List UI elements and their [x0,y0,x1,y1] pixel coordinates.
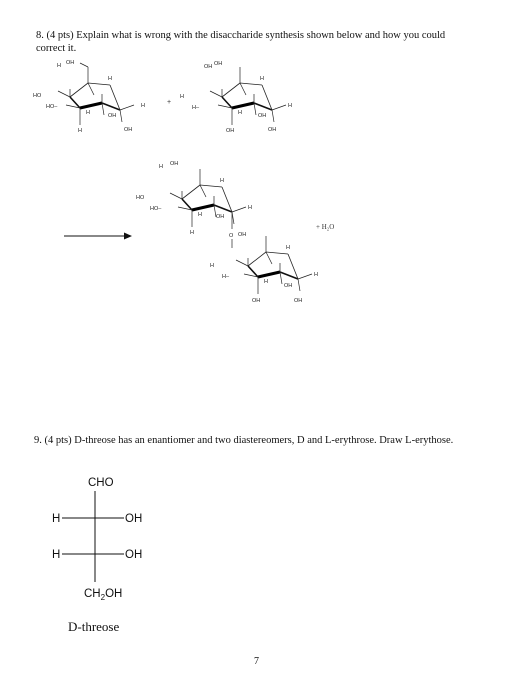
fischer-row-2-left: H [52,549,61,561]
label-h: H [57,63,61,69]
label-h-dash: H– [222,274,230,280]
label-h: H [288,103,292,109]
fischer-projection [0,460,512,620]
label-oh: OH [108,113,117,119]
fischer-row-1-left: H [52,513,61,525]
page-number: 7 [254,656,259,667]
label-ho: HO [33,93,42,99]
question-9-text: 9. (4 pts) D-threose has an enantiomer and two diastereomers, D and L-erythrose. Draw L-erythose. [34,435,454,446]
label-oh: OH [204,64,213,70]
label-h: H [248,205,252,211]
fischer-caption: D-threose [68,619,120,634]
label-oh: OH [214,61,223,67]
label-oh: OH [238,232,247,238]
label-h: H [108,76,112,82]
label-h: H [180,94,184,100]
fischer-row-1-right: OH [125,513,143,525]
label-h-dash: H– [192,105,200,111]
label-oh: OH [268,127,277,133]
fischer-top-group: CHO [88,477,114,489]
water-byproduct: + H₂O [316,223,335,231]
fischer-row-2-right: OH [125,549,143,561]
label-h: H [78,128,82,134]
label-oh: OH [258,113,267,119]
label-h: H [286,245,290,251]
label-ho-dash: HO– [150,206,162,212]
product-sugar-upper [136,161,252,236]
label-h: H [198,212,202,218]
label-oh: OH [66,60,75,66]
label-oh: OH [252,298,261,304]
label-ho: HO [136,195,145,201]
label-h: H [314,272,318,278]
label-oh: OH [216,214,225,220]
label-h: H [260,76,264,82]
label-oh: OH [284,283,293,289]
label-h: H [190,230,194,236]
label-h: H [159,164,163,170]
label-h: H [238,110,242,116]
label-ho-dash: HO– [46,104,58,110]
product-sugar-lower [210,236,318,304]
label-oh: OH [170,161,179,167]
fischer-bottom-group: $CH_2OH$ [84,588,123,602]
plus-sign: + [167,99,172,106]
reactant-sugar-2 [180,61,292,134]
label-h: H [220,178,224,184]
label-oh: OH [124,127,133,133]
arrow-head [124,233,132,240]
question-8-text: 8. (4 pts) Explain what is wrong with the disaccharide synthesis shown below and how you could correct it. [36,30,446,54]
label-h: H [141,103,145,109]
label-h: H [264,279,268,285]
reactant-sugar-1 [33,60,145,134]
label-h: H [86,110,90,116]
label-oh: OH [294,298,303,304]
label-linking-o: O [229,233,234,239]
label-h: H [210,263,214,269]
label-oh: OH [226,128,235,134]
